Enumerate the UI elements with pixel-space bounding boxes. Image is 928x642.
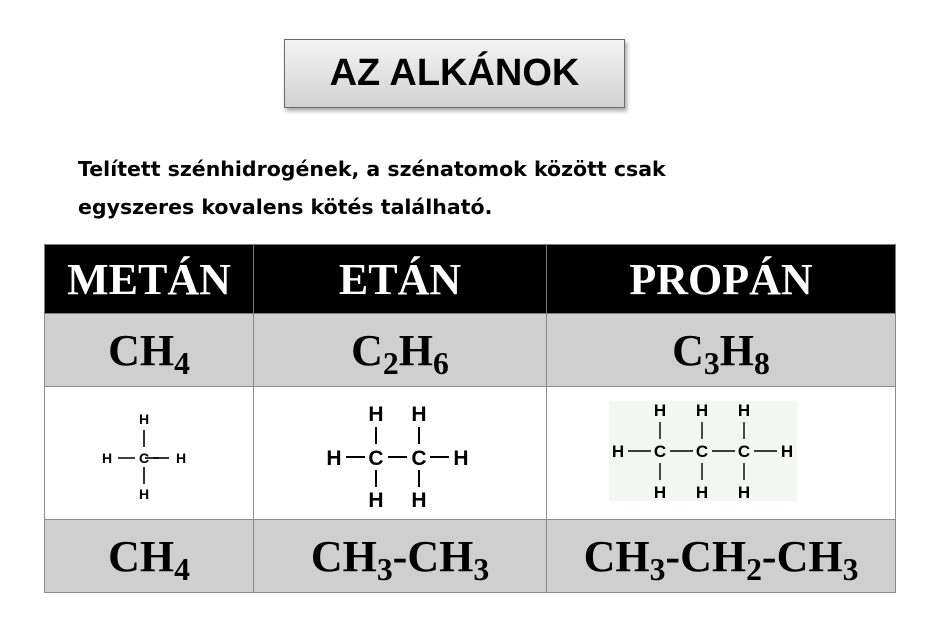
svg-text:H: H [138, 411, 150, 427]
svg-text:H: H [695, 401, 709, 420]
svg-text:H: H [175, 450, 187, 466]
condensed-methane: $CH_4$ [45, 520, 254, 593]
ethane-structure [254, 387, 547, 514]
header-propane: PROPÁN [547, 245, 896, 314]
condensed-propane: $CH_3-CH_2-CH_3$ [547, 520, 896, 593]
alkane-table [44, 244, 896, 593]
svg-text:H: H [695, 483, 709, 502]
svg-text:H: H [653, 483, 667, 502]
header-ethane: ETÁN [254, 245, 547, 314]
svg-text:C: C [737, 442, 751, 461]
svg-text:C: C [695, 442, 709, 461]
propane-structure [547, 387, 896, 514]
svg-text:H: H [453, 447, 469, 470]
svg-text:H: H [780, 442, 794, 461]
svg-text:C: C [411, 447, 427, 470]
header-methane: METÁN [45, 245, 254, 314]
condensed-ethane: $CH_3-CH_3$ [254, 520, 547, 593]
svg-text:C: C [368, 447, 384, 470]
svg-text:H: H [411, 403, 427, 426]
structure-propane [547, 387, 896, 520]
svg-text:H: H [138, 486, 150, 502]
svg-text:H: H [737, 483, 751, 502]
structure-methane [45, 387, 254, 520]
svg-text:C: C [653, 442, 667, 461]
svg-text:H: H [411, 489, 427, 512]
svg-text:H: H [326, 447, 342, 470]
svg-text:H: H [101, 450, 113, 466]
svg-text:C: C [138, 450, 150, 466]
definition-text [78, 150, 858, 226]
page-title: AZ ALKÁNOK [329, 52, 580, 94]
formula-ethane: $C_2H_6$ [254, 314, 547, 387]
title-box [284, 39, 625, 108]
svg-text:H: H [368, 403, 384, 426]
definition-line-1: Telített szénhidrogének, a szénatomok között csak [78, 157, 666, 181]
header-row [45, 245, 896, 314]
molecular-formula-row [45, 314, 896, 387]
condensed-formula-row [45, 520, 896, 593]
svg-text:H: H [368, 489, 384, 512]
definition-line-2: egyszeres kovalens kötés található. [78, 195, 493, 219]
svg-text:H: H [611, 442, 625, 461]
structure-ethane [254, 387, 547, 520]
svg-text:H: H [737, 401, 751, 420]
formula-propane: $C_3H_8$ [547, 314, 896, 387]
methane-structure [45, 387, 254, 514]
formula-methane: $CH_4$ [45, 314, 254, 387]
structural-formula-row [45, 387, 896, 520]
svg-text:H: H [653, 401, 667, 420]
